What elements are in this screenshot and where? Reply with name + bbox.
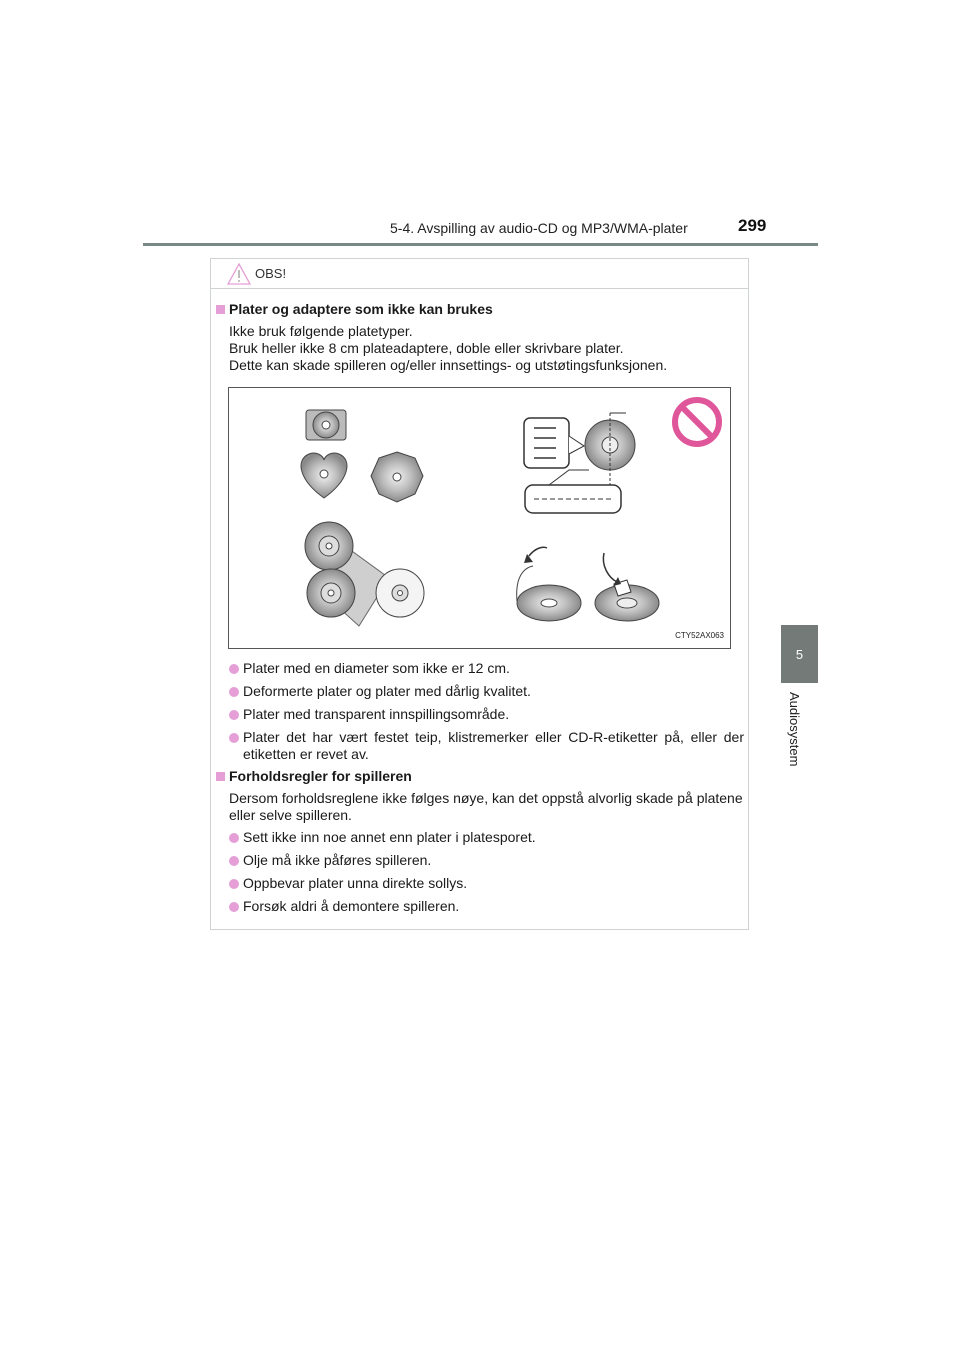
list-item: Oppbevar plater unna direkte sollys. xyxy=(229,875,744,892)
square-disc-icon xyxy=(306,410,346,440)
disc-types-drawing xyxy=(229,388,730,648)
disc-illustration xyxy=(228,387,731,649)
figure-code: CTY52AX063 xyxy=(675,631,724,640)
chapter-label: Audiosystem xyxy=(787,692,802,767)
notice-label: OBS! xyxy=(255,266,287,281)
section-title-text: Plater og adaptere som ikke kan brukes xyxy=(229,301,493,317)
prohibited-icon xyxy=(675,400,719,444)
bullet-dot-icon xyxy=(229,664,239,674)
list-item: Plater med en diameter som ikke er 12 cm. xyxy=(229,660,744,677)
paragraph-line: Dette kan skade spilleren og/eller innsettings- og utstøtingsfunksjonen. xyxy=(229,357,668,373)
header-rule xyxy=(143,243,818,246)
paragraph: Dersom forholdsreglene ikke følges nøye, kan det oppstå alvorlig skade på platene eller selve spilleren. xyxy=(229,790,743,823)
chapter-tab: 5 xyxy=(781,625,818,683)
list-item: Olje må ikke påføres spilleren. xyxy=(229,852,744,869)
square-bullet-icon xyxy=(216,305,225,314)
transparent-disc-icon xyxy=(524,413,635,513)
warped-disc-icon xyxy=(517,547,581,621)
bullet-dot-icon xyxy=(229,902,239,912)
bullet-dot-icon xyxy=(229,833,239,843)
paragraph-line: Ikke bruk følgende platetyper. xyxy=(229,323,413,339)
list-item: Forsøk aldri å demontere spilleren. xyxy=(229,898,744,915)
list-item: Plater med transparent innspillingsområde. xyxy=(229,706,744,723)
list-item: Sett ikke inn noe annet enn plater i platesporet. xyxy=(229,829,744,846)
warning-icon xyxy=(227,263,251,285)
list-item: Deformerte plater og plater med dårlig kvalitet. xyxy=(229,683,744,700)
bullet-dot-icon xyxy=(229,710,239,720)
bullet-dot-icon xyxy=(229,856,239,866)
polygon-disc-icon xyxy=(371,452,423,502)
section-title xyxy=(216,301,493,318)
paragraph-line: Bruk heller ikke 8 cm plateadaptere, doble eller skrivbare plater. xyxy=(229,340,624,356)
list-item: Plater det har vært festet teip, klistremerker eller CD-R-etiketter på, eller der etiketten er revet av. xyxy=(229,729,744,763)
section-title-text: Forholdsregler for spilleren xyxy=(229,768,412,784)
section-title xyxy=(216,768,412,785)
bullet-dot-icon xyxy=(229,879,239,889)
bullet-dot-icon xyxy=(229,687,239,697)
bullet-dot-icon xyxy=(229,733,239,743)
header-title: 5-4. Avspilling av audio-CD og MP3/WMA-plater xyxy=(390,220,688,236)
notice-box xyxy=(210,258,749,930)
adapter-disc-icon xyxy=(305,522,424,626)
square-bullet-icon xyxy=(216,772,225,781)
notice-header xyxy=(211,259,748,289)
heart-disc-icon xyxy=(301,453,347,498)
labeled-disc-icon xyxy=(595,553,659,621)
page-number: 299 xyxy=(738,216,767,235)
